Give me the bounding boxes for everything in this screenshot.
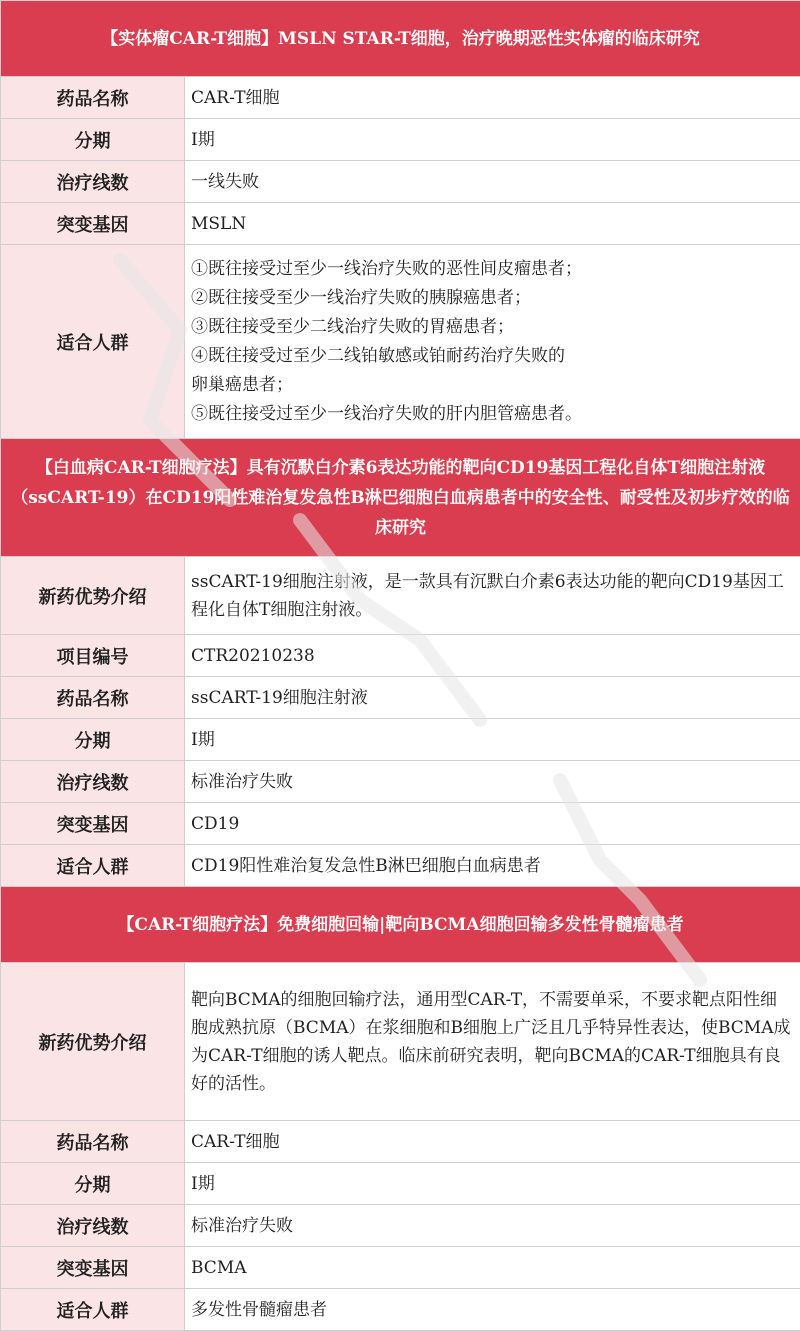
row-value-list [185,245,800,439]
row-value: Ⅰ期 [185,719,800,761]
row-label: 治疗线数 [1,1205,185,1247]
row-value: ssCART-19细胞注射液 [185,677,800,719]
row-value: 多发性骨髓瘤患者 [185,1289,800,1331]
row-label: 突变基因 [1,203,185,245]
row-value: 靶向BCMA的细胞回输疗法，通用型CAR-T，不需要单采，不要求靶点阳性细胞成熟抗原（BCMA）在浆细胞和B细胞上广泛且几乎特异性表达，使BCMA成为CAR-T细胞的诱人靶点。临床前研究表明，靶向BCMA的CAR-T细胞具有良好的活性。 [185,963,800,1121]
row-label: 分期 [1,119,185,161]
row-label: 突变基因 [1,1247,185,1289]
table-row [1,845,800,887]
row-label: 分期 [1,719,185,761]
row-value: Ⅰ期 [185,119,800,161]
row-value: 一线失败 [185,161,800,203]
row-label: 药品名称 [1,1121,185,1163]
section-1-title-row [1,1,800,77]
row-value: MSLN [185,203,800,245]
row-value: 标准治疗失败 [185,761,800,803]
row-label: 适合人群 [1,1289,185,1331]
section-3-title-row [1,887,800,963]
row-label: 治疗线数 [1,761,185,803]
table-row [1,1163,800,1205]
row-label: 分期 [1,1163,185,1205]
table-row [1,1121,800,1163]
row-label: 治疗线数 [1,161,185,203]
table-row [1,677,800,719]
table-row [1,761,800,803]
row-label: 适合人群 [1,245,185,439]
row-value: CD19阳性难治复发急性B淋巴细胞白血病患者 [185,845,800,887]
row-label: 突变基因 [1,803,185,845]
table-row [1,245,800,439]
table-row [1,719,800,761]
row-value: Ⅰ期 [185,1163,800,1205]
list-item: ③既往接受至少二线治疗失败的胃癌患者； [191,313,794,342]
list-item: ②既往接受至少一线治疗失败的胰腺癌患者； [191,284,794,313]
section-title: 【白血病CAR-T细胞疗法】具有沉默白介素6表达功能的靶向CD19基因工程化自体T细胞注射液（ssCART-19）在CD19阳性难治复发急性B淋巴细胞白血病患者中的安全性、耐受性及初步疗效的临床研究 [1,439,800,557]
table-row [1,1205,800,1247]
list-item: ⑤既往接受过至少一线治疗失败的肝内胆管癌患者。 [191,400,794,429]
table-row [1,119,800,161]
row-label: 新药优势介绍 [1,557,185,635]
row-value: CD19 [185,803,800,845]
section-title: 【实体瘤CAR-T细胞】MSLN STAR-T细胞，治疗晚期恶性实体瘤的临床研究 [1,1,800,77]
row-value: 标准治疗失败 [185,1205,800,1247]
table-row [1,557,800,635]
row-value: CAR-T细胞 [185,1121,800,1163]
row-value: BCMA [185,1247,800,1289]
row-label: 项目编号 [1,635,185,677]
table-row [1,161,800,203]
table-row [1,203,800,245]
list-item: 卵巢癌患者； [191,371,794,400]
row-value: CAR-T细胞 [185,77,800,119]
row-value: ssCART-19细胞注射液，是一款具有沉默白介素6表达功能的靶向CD19基因工程化自体T细胞注射液。 [185,557,800,635]
section-title: 【CAR-T细胞疗法】免费细胞回输|靶向BCMA细胞回输多发性骨髓瘤患者 [1,887,800,963]
table-row [1,635,800,677]
table-row [1,963,800,1121]
table-row [1,1247,800,1289]
list-item: ④既往接受过至少二线铂敏感或铂耐药治疗失败的 [191,342,794,371]
table-row [1,803,800,845]
row-value: CTR20210238 [185,635,800,677]
row-label: 药品名称 [1,77,185,119]
list-item: ①既往接受过至少一线治疗失败的恶性间皮瘤患者； [191,255,794,284]
row-label: 新药优势介绍 [1,963,185,1121]
row-label: 药品名称 [1,677,185,719]
section-2-title-row [1,439,800,557]
table-row [1,77,800,119]
table-row [1,1289,800,1331]
row-label: 适合人群 [1,845,185,887]
